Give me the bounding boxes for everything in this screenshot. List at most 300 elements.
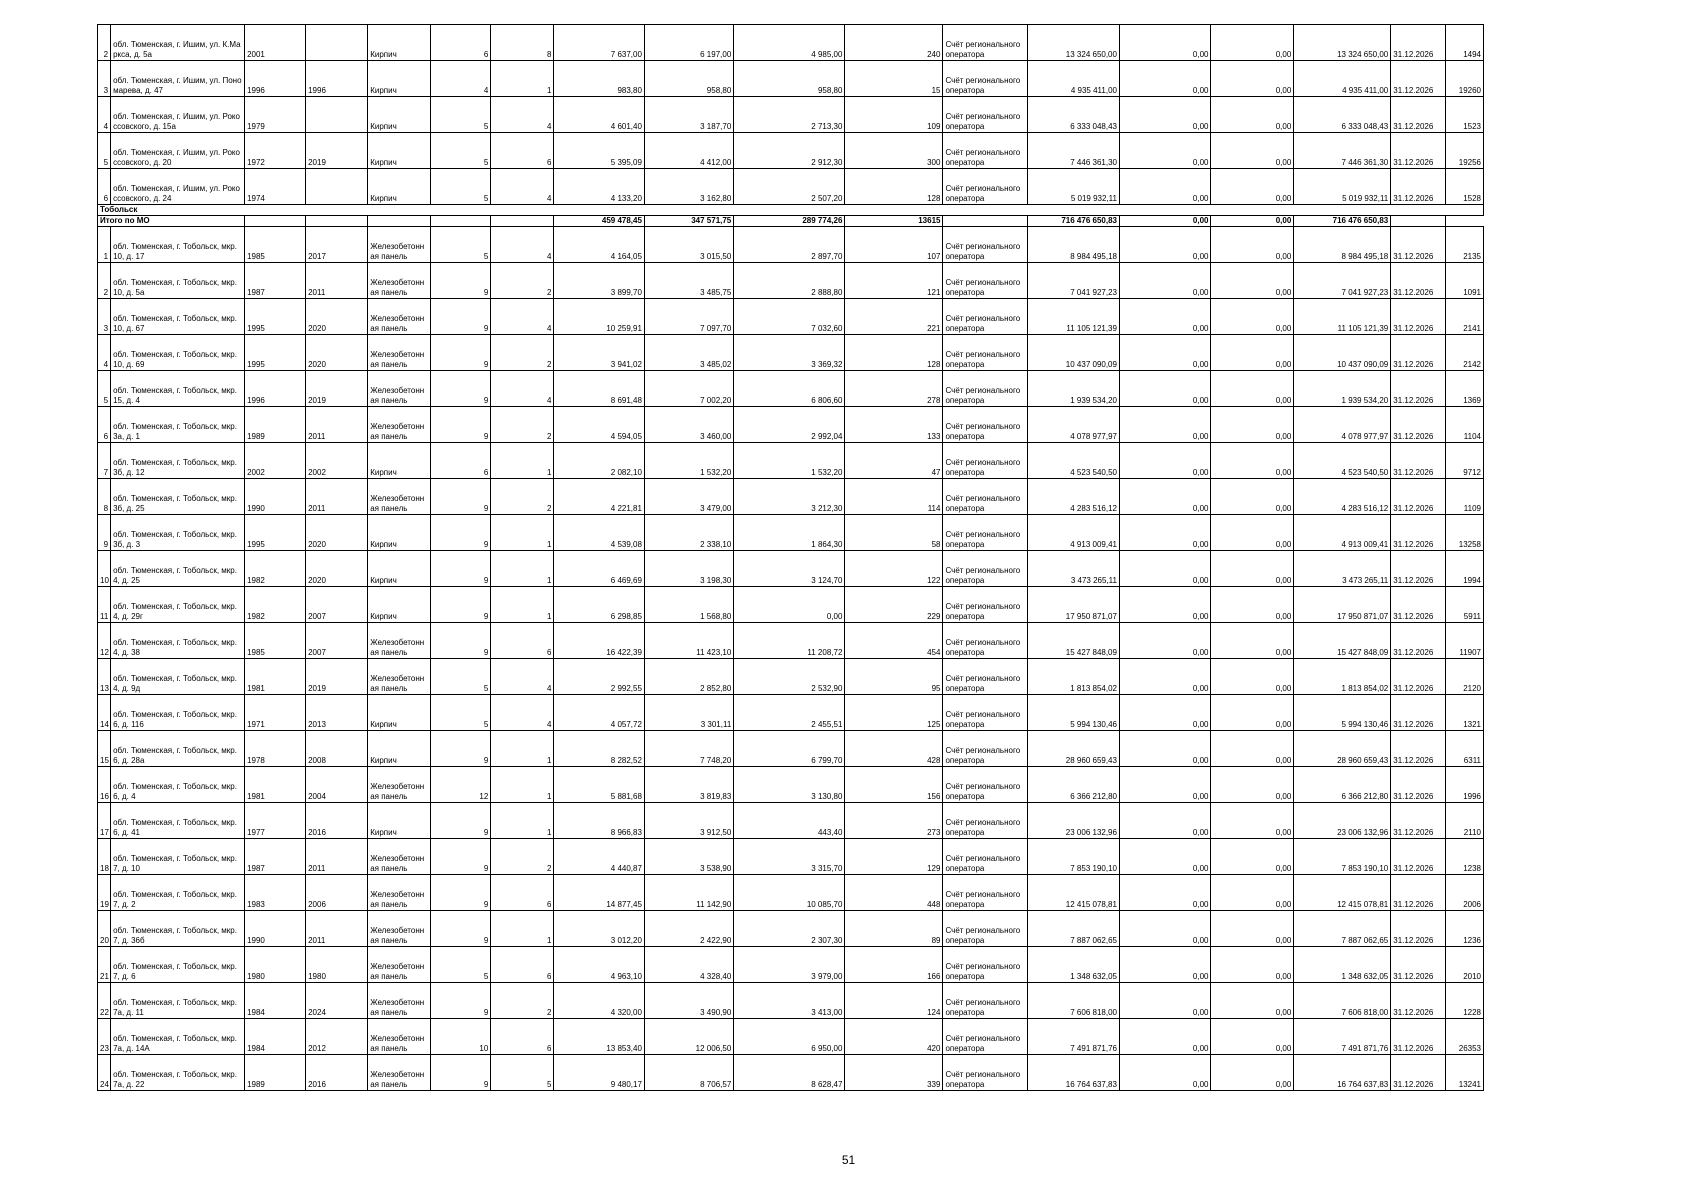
deadline-date: 31.12.2026 [1391, 839, 1445, 875]
entrances: 2 [491, 479, 554, 515]
wall-material: Железобетонная панель [368, 299, 431, 335]
build-year: 1980 [245, 947, 306, 983]
value-zero-2: 0,00 [1211, 443, 1294, 479]
total-area: 983,80 [554, 61, 644, 97]
entrances: 6 [491, 133, 554, 169]
house-id: 1528 [1445, 169, 1483, 205]
total-area: 4 133,20 [554, 169, 644, 205]
living-area: 1 532,20 [644, 443, 733, 479]
address: обл. Тюменская, г. Тобольск, мкр. 6, д. 4 [111, 767, 245, 803]
residential-area: 6 950,00 [734, 1019, 845, 1055]
deadline-date: 31.12.2026 [1391, 25, 1445, 61]
funding-source: Счёт регионального оператора [943, 479, 1028, 515]
residents: 124 [845, 983, 943, 1019]
total-area: 8 691,48 [554, 371, 644, 407]
total-area: 16 422,39 [554, 623, 644, 659]
wall-material: Железобетонная панель [368, 623, 431, 659]
wall-material: Железобетонная панель [368, 263, 431, 299]
repair-cost: 4 523 540,50 [1028, 443, 1120, 479]
repair-cost-2: 8 984 495,18 [1294, 227, 1391, 263]
build-year: 1984 [245, 983, 306, 1019]
repair-cost: 4 283 516,12 [1028, 479, 1120, 515]
total-area: 7 637,00 [554, 25, 644, 61]
house-id: 1369 [1445, 371, 1483, 407]
residents: 128 [845, 335, 943, 371]
repair-cost: 28 960 659,43 [1028, 731, 1120, 767]
total-area: 4 440,87 [554, 839, 644, 875]
value-zero-2: 0,00 [1211, 587, 1294, 623]
value-zero-1: 0,00 [1119, 97, 1211, 133]
residents: 273 [845, 803, 943, 839]
row-number: 2 [98, 25, 111, 61]
house-id: 13258 [1445, 515, 1483, 551]
repair-cost-2: 4 935 411,00 [1294, 61, 1391, 97]
residents: 125 [845, 695, 943, 731]
repair-cost-2: 15 427 848,09 [1294, 623, 1391, 659]
funding-source: Счёт регионального оператора [943, 133, 1028, 169]
repair-cost-2: 7 887 062,65 [1294, 911, 1391, 947]
living-area: 2 338,10 [644, 515, 733, 551]
funding-source: Счёт регионального оператора [943, 983, 1028, 1019]
table-row [98, 299, 1484, 335]
residents: 448 [845, 875, 943, 911]
value-zero-2: 0,00 [1211, 169, 1294, 205]
row-number: 6 [98, 169, 111, 205]
value-zero-1: 0,00 [1119, 767, 1211, 803]
value-zero-1: 0,00 [1119, 299, 1211, 335]
floors: 9 [431, 263, 491, 299]
build-year: 2001 [245, 25, 306, 61]
deadline-date: 31.12.2026 [1391, 659, 1445, 695]
total-area: 3 899,70 [554, 263, 644, 299]
repair-cost-2: 4 913 009,41 [1294, 515, 1391, 551]
living-area: 3 460,00 [644, 407, 733, 443]
residents: 133 [845, 407, 943, 443]
total-label: Итого по МО [98, 216, 245, 227]
table-row [98, 371, 1484, 407]
build-year: 2002 [245, 443, 306, 479]
wall-material: Железобетонная панель [368, 875, 431, 911]
table-row [98, 169, 1484, 205]
row-number: 2 [98, 263, 111, 299]
table-row [98, 839, 1484, 875]
address: обл. Тюменская, г. Тобольск, мкр. 4, д. 38 [111, 623, 245, 659]
build-year: 1996 [245, 371, 306, 407]
table-row [98, 911, 1484, 947]
total-area: 3 012,20 [554, 911, 644, 947]
repair-year: 2020 [306, 515, 368, 551]
deadline-date: 31.12.2026 [1391, 169, 1445, 205]
table-row [98, 1055, 1484, 1091]
funding-source: Счёт регионального оператора [943, 947, 1028, 983]
residential-area: 7 032,60 [734, 299, 845, 335]
residents: 454 [845, 623, 943, 659]
repair-year: 2011 [306, 263, 368, 299]
build-year: 1983 [245, 875, 306, 911]
residential-area: 6 799,70 [734, 731, 845, 767]
value-zero-1: 0,00 [1119, 911, 1211, 947]
repair-year: 2012 [306, 1019, 368, 1055]
value-zero-2: 0,00 [1211, 97, 1294, 133]
funding-source: Счёт регионального оператора [943, 443, 1028, 479]
repair-year: 2008 [306, 731, 368, 767]
entrances: 4 [491, 299, 554, 335]
address: обл. Тюменская, г. Тобольск, мкр. 3б, д. 25 [111, 479, 245, 515]
table-row [98, 983, 1484, 1019]
value-zero-1: 0,00 [1119, 947, 1211, 983]
entrances: 1 [491, 911, 554, 947]
funding-source: Счёт регионального оператора [943, 407, 1028, 443]
funding-source: Счёт регионального оператора [943, 227, 1028, 263]
address: обл. Тюменская, г. Ишим, ул. Рокоссовского, д. 15а [111, 97, 245, 133]
residential-area: 3 124,70 [734, 551, 845, 587]
table-row [98, 227, 1484, 263]
row-number: 18 [98, 839, 111, 875]
residents: 89 [845, 911, 943, 947]
city-name: Тобольск [98, 205, 1484, 216]
value-zero-2: 0,00 [1211, 695, 1294, 731]
value-zero-1: 0,00 [1119, 479, 1211, 515]
value-zero-1: 0,00 [1119, 263, 1211, 299]
repair-cost-2: 4 283 516,12 [1294, 479, 1391, 515]
build-year: 1979 [245, 97, 306, 133]
repair-cost-2: 17 950 871,07 [1294, 587, 1391, 623]
address: обл. Тюменская, г. Тобольск, мкр. 7, д. 2 [111, 875, 245, 911]
wall-material: Железобетонная панель [368, 659, 431, 695]
value-zero-2: 0,00 [1211, 1019, 1294, 1055]
wall-material: Кирпич [368, 169, 431, 205]
repair-cost: 5 019 932,11 [1028, 169, 1120, 205]
house-id: 9712 [1445, 443, 1483, 479]
entrances: 2 [491, 407, 554, 443]
build-year: 1995 [245, 515, 306, 551]
total-area: 4 164,05 [554, 227, 644, 263]
floors: 4 [431, 61, 491, 97]
build-year: 1981 [245, 659, 306, 695]
value-zero-1: 0,00 [1119, 587, 1211, 623]
floors: 5 [431, 659, 491, 695]
floors: 9 [431, 623, 491, 659]
funding-source: Счёт регионального оператора [943, 659, 1028, 695]
value-zero-2: 0,00 [1211, 61, 1294, 97]
total-area: 4 539,08 [554, 515, 644, 551]
table-row [98, 551, 1484, 587]
wall-material: Кирпич [368, 695, 431, 731]
residential-area: 1 864,30 [734, 515, 845, 551]
house-id: 19256 [1445, 133, 1483, 169]
repair-cost-2: 7 446 361,30 [1294, 133, 1391, 169]
residential-area: 8 628,47 [734, 1055, 845, 1091]
value-zero-2: 0,00 [1211, 263, 1294, 299]
total-area: 8 966,83 [554, 803, 644, 839]
residential-area: 11 208,72 [734, 623, 845, 659]
repair-cost: 17 950 871,07 [1028, 587, 1120, 623]
repair-year: 2016 [306, 1055, 368, 1091]
row-number: 8 [98, 479, 111, 515]
housing-table [97, 24, 1484, 1091]
deadline-date: 31.12.2026 [1391, 515, 1445, 551]
repair-cost: 23 006 132,96 [1028, 803, 1120, 839]
house-id: 2120 [1445, 659, 1483, 695]
repair-cost-2: 6 366 212,80 [1294, 767, 1391, 803]
total-area: 3 941,02 [554, 335, 644, 371]
funding-source: Счёт регионального оператора [943, 623, 1028, 659]
house-id: 5911 [1445, 587, 1483, 623]
deadline-date: 31.12.2026 [1391, 551, 1445, 587]
deadline-date: 31.12.2026 [1391, 767, 1445, 803]
house-id: 1321 [1445, 695, 1483, 731]
funding-source: Счёт регионального оператора [943, 839, 1028, 875]
row-number: 21 [98, 947, 111, 983]
table-row [98, 1019, 1484, 1055]
deadline-date: 31.12.2026 [1391, 97, 1445, 133]
wall-material: Железобетонная панель [368, 371, 431, 407]
repair-cost-2: 23 006 132,96 [1294, 803, 1391, 839]
build-year: 1990 [245, 479, 306, 515]
living-area: 7 097,70 [644, 299, 733, 335]
address: обл. Тюменская, г. Тобольск, мкр. 4, д. 25 [111, 551, 245, 587]
floors: 5 [431, 227, 491, 263]
row-number: 17 [98, 803, 111, 839]
living-area: 3 485,75 [644, 263, 733, 299]
repair-year: 2004 [306, 767, 368, 803]
living-area: 7 748,20 [644, 731, 733, 767]
house-id: 6311 [1445, 731, 1483, 767]
floors: 5 [431, 97, 491, 133]
floors: 9 [431, 551, 491, 587]
repair-cost: 4 935 411,00 [1028, 61, 1120, 97]
total-row [98, 216, 1484, 227]
table-row [98, 803, 1484, 839]
funding-source: Счёт регионального оператора [943, 263, 1028, 299]
wall-material: Кирпич [368, 443, 431, 479]
row-number: 16 [98, 767, 111, 803]
deadline-date: 31.12.2026 [1391, 479, 1445, 515]
value-zero-2: 0,00 [1211, 133, 1294, 169]
value-zero-2: 0,00 [1211, 551, 1294, 587]
residents: 221 [845, 299, 943, 335]
total-area: 5 395,09 [554, 133, 644, 169]
table-row [98, 479, 1484, 515]
wall-material: Железобетонная панель [368, 1055, 431, 1091]
row-number: 4 [98, 335, 111, 371]
wall-material: Железобетонная панель [368, 911, 431, 947]
value-zero-1: 0,00 [1119, 25, 1211, 61]
entrances: 2 [491, 335, 554, 371]
residential-area: 2 888,80 [734, 263, 845, 299]
build-year: 1987 [245, 839, 306, 875]
total-area: 6 469,69 [554, 551, 644, 587]
address: обл. Тюменская, г. Тобольск, мкр. 3б, д. 3 [111, 515, 245, 551]
wall-material: Железобетонная панель [368, 1019, 431, 1055]
build-year: 1984 [245, 1019, 306, 1055]
repair-cost-2: 4 078 977,97 [1294, 407, 1391, 443]
residential-area: 0,00 [734, 587, 845, 623]
total-cost: 716 476 650,83 [1028, 216, 1120, 227]
house-id: 1994 [1445, 551, 1483, 587]
residential-area: 10 085,70 [734, 875, 845, 911]
deadline-date: 31.12.2026 [1391, 695, 1445, 731]
entrances: 6 [491, 875, 554, 911]
value-zero-1: 0,00 [1119, 515, 1211, 551]
repair-cost: 10 437 090,09 [1028, 335, 1120, 371]
row-number: 11 [98, 587, 111, 623]
funding-source: Счёт регионального оператора [943, 911, 1028, 947]
floors: 12 [431, 767, 491, 803]
funding-source: Счёт регионального оператора [943, 61, 1028, 97]
address: обл. Тюменская, г. Тобольск, мкр. 6, д. 116 [111, 695, 245, 731]
repair-cost: 12 415 078,81 [1028, 875, 1120, 911]
floors: 9 [431, 1055, 491, 1091]
address: обл. Тюменская, г. Тобольск, мкр. 4, д. 29г [111, 587, 245, 623]
funding-source: Счёт регионального оператора [943, 803, 1028, 839]
total-area: 10 259,91 [554, 299, 644, 335]
house-id: 1238 [1445, 839, 1483, 875]
house-id: 1091 [1445, 263, 1483, 299]
living-area: 2 422,90 [644, 911, 733, 947]
entrances: 1 [491, 767, 554, 803]
address: обл. Тюменская, г. Тобольск, мкр. 7, д. 36б [111, 911, 245, 947]
value-zero-2: 0,00 [1211, 659, 1294, 695]
wall-material: Кирпич [368, 25, 431, 61]
residential-area: 2 455,51 [734, 695, 845, 731]
total-area: 5 881,68 [554, 767, 644, 803]
floors: 9 [431, 731, 491, 767]
living-area: 958,80 [644, 61, 733, 97]
repair-year: 2020 [306, 335, 368, 371]
repair-cost: 1 939 534,20 [1028, 371, 1120, 407]
entrances: 6 [491, 947, 554, 983]
entrances: 1 [491, 587, 554, 623]
build-year: 1987 [245, 263, 306, 299]
residential-area: 2 992,04 [734, 407, 845, 443]
repair-year: 2020 [306, 299, 368, 335]
floors: 6 [431, 443, 491, 479]
repair-cost: 7 491 871,76 [1028, 1019, 1120, 1055]
value-zero-2: 0,00 [1211, 515, 1294, 551]
value-zero-2: 0,00 [1211, 407, 1294, 443]
total-area: 459 478,45 [554, 216, 644, 227]
repair-year [306, 169, 368, 205]
value-zero-1: 0,00 [1119, 169, 1211, 205]
living-area: 3 912,50 [644, 803, 733, 839]
table-row [98, 623, 1484, 659]
floors: 9 [431, 803, 491, 839]
wall-material: Кирпич [368, 731, 431, 767]
total-area: 4 057,72 [554, 695, 644, 731]
value-zero-1: 0,00 [1119, 695, 1211, 731]
repair-cost-2: 7 606 818,00 [1294, 983, 1391, 1019]
floors: 9 [431, 983, 491, 1019]
row-number: 14 [98, 695, 111, 731]
total-area: 8 282,52 [554, 731, 644, 767]
living-area: 3 538,90 [644, 839, 733, 875]
address: обл. Тюменская, г. Тобольск, мкр. 7а, д. 22 [111, 1055, 245, 1091]
living-area: 11 142,90 [644, 875, 733, 911]
house-id: 1104 [1445, 407, 1483, 443]
repair-cost-2: 16 764 637,83 [1294, 1055, 1391, 1091]
house-id: 2010 [1445, 947, 1483, 983]
repair-cost-2: 6 333 048,43 [1294, 97, 1391, 133]
deadline-date: 31.12.2026 [1391, 1055, 1445, 1091]
living-area: 6 197,00 [644, 25, 733, 61]
row-number: 5 [98, 371, 111, 407]
repair-year [306, 25, 368, 61]
address: обл. Тюменская, г. Тобольск, мкр. 10, д. 67 [111, 299, 245, 335]
floors: 10 [431, 1019, 491, 1055]
living-area: 3 490,90 [644, 983, 733, 1019]
residential-area: 2 532,90 [734, 659, 845, 695]
repair-cost: 8 984 495,18 [1028, 227, 1120, 263]
repair-year: 1980 [306, 947, 368, 983]
row-number: 10 [98, 551, 111, 587]
deadline-date: 31.12.2026 [1391, 623, 1445, 659]
repair-cost: 1 813 854,02 [1028, 659, 1120, 695]
funding-source: Счёт регионального оператора [943, 335, 1028, 371]
table-row [98, 61, 1484, 97]
entrances: 4 [491, 659, 554, 695]
repair-cost: 7 606 818,00 [1028, 983, 1120, 1019]
entrances: 8 [491, 25, 554, 61]
repair-year: 2011 [306, 839, 368, 875]
row-number: 15 [98, 731, 111, 767]
table-row [98, 515, 1484, 551]
repair-cost: 1 348 632,05 [1028, 947, 1120, 983]
build-year: 1989 [245, 407, 306, 443]
living-area: 11 423,10 [644, 623, 733, 659]
repair-cost-2: 7 491 871,76 [1294, 1019, 1391, 1055]
repair-year: 2016 [306, 803, 368, 839]
residents: 121 [845, 263, 943, 299]
address: обл. Тюменская, г. Тобольск, мкр. 15, д. 4 [111, 371, 245, 407]
residents: 95 [845, 659, 943, 695]
residents: 129 [845, 839, 943, 875]
repair-cost-2: 1 813 854,02 [1294, 659, 1391, 695]
residential-area: 3 413,00 [734, 983, 845, 1019]
living-area: 3 187,70 [644, 97, 733, 133]
repair-year: 2011 [306, 407, 368, 443]
living-area: 3 198,30 [644, 551, 733, 587]
repair-cost: 13 324 650,00 [1028, 25, 1120, 61]
floors: 9 [431, 479, 491, 515]
entrances: 4 [491, 227, 554, 263]
repair-cost: 7 446 361,30 [1028, 133, 1120, 169]
residents: 122 [845, 551, 943, 587]
residential-area: 3 130,80 [734, 767, 845, 803]
build-year: 1978 [245, 731, 306, 767]
value-zero-2: 0,00 [1211, 479, 1294, 515]
repair-cost-2: 1 939 534,20 [1294, 371, 1391, 407]
entrances: 2 [491, 263, 554, 299]
row-number: 7 [98, 443, 111, 479]
residential-area: 2 912,30 [734, 133, 845, 169]
living-area: 12 006,50 [644, 1019, 733, 1055]
repair-year: 2019 [306, 133, 368, 169]
floors: 9 [431, 371, 491, 407]
page-number: 51 [841, 1153, 856, 1167]
funding-source: Счёт регионального оператора [943, 299, 1028, 335]
value-zero-1: 0,00 [1119, 61, 1211, 97]
deadline-date: 31.12.2026 [1391, 299, 1445, 335]
deadline-date: 31.12.2026 [1391, 875, 1445, 911]
value-zero-1: 0,00 [1119, 551, 1211, 587]
house-id: 2006 [1445, 875, 1483, 911]
build-year: 1971 [245, 695, 306, 731]
value-zero-1: 0,00 [1119, 407, 1211, 443]
floors: 9 [431, 299, 491, 335]
value-zero-2: 0,00 [1211, 299, 1294, 335]
house-id: 1523 [1445, 97, 1483, 133]
